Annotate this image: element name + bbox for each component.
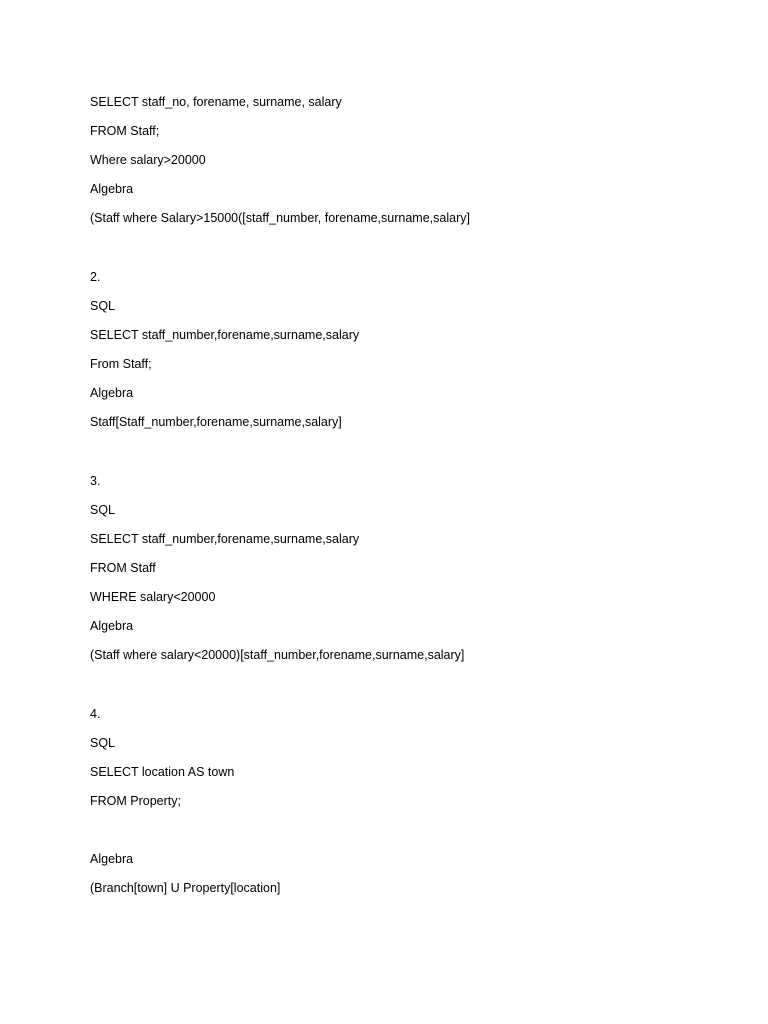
q3-sql-select-line: SELECT staff_number,forename,surname,salary: [90, 532, 360, 546]
q4-sql-from-line: FROM Property;: [90, 794, 181, 808]
q4-sql-heading: SQL: [90, 736, 116, 750]
q4-sql-select-line: SELECT location AS town: [90, 765, 235, 779]
q1-sql-from-line: FROM Staff;: [90, 124, 160, 138]
q3-sql-where-line: WHERE salary<20000: [90, 590, 216, 604]
q3-sql-heading: SQL: [90, 503, 116, 517]
q1-sql-select-line: SELECT staff_no, forename, surname, salary: [90, 95, 342, 109]
q3-sql-from-line: FROM Staff: [90, 561, 156, 575]
q1-algebra-heading: Algebra: [90, 182, 134, 196]
q2-number: 2.: [90, 270, 101, 284]
q1-sql-where-line: Where salary>20000: [90, 153, 206, 167]
q2-algebra-heading: Algebra: [90, 386, 134, 400]
q2-algebra-expression: Staff[Staff_number,forename,surname,salary]: [90, 415, 342, 429]
q2-sql-from-line: From Staff;: [90, 357, 152, 371]
q4-algebra-expression: (Branch[town] U Property[location]: [90, 881, 281, 895]
q1-algebra-expression: (Staff where Salary>15000([staff_number, forename,surname,salary]: [90, 211, 470, 225]
q3-number: 3.: [90, 474, 101, 488]
q3-algebra-heading: Algebra: [90, 619, 134, 633]
q4-number: 4.: [90, 707, 101, 721]
q4-algebra-heading: Algebra: [90, 852, 134, 866]
q2-sql-select-line: SELECT staff_number,forename,surname,salary: [90, 328, 360, 342]
q2-sql-heading: SQL: [90, 299, 116, 313]
q3-algebra-expression: (Staff where salary<20000)[staff_number,forename,surname,salary]: [90, 648, 465, 662]
